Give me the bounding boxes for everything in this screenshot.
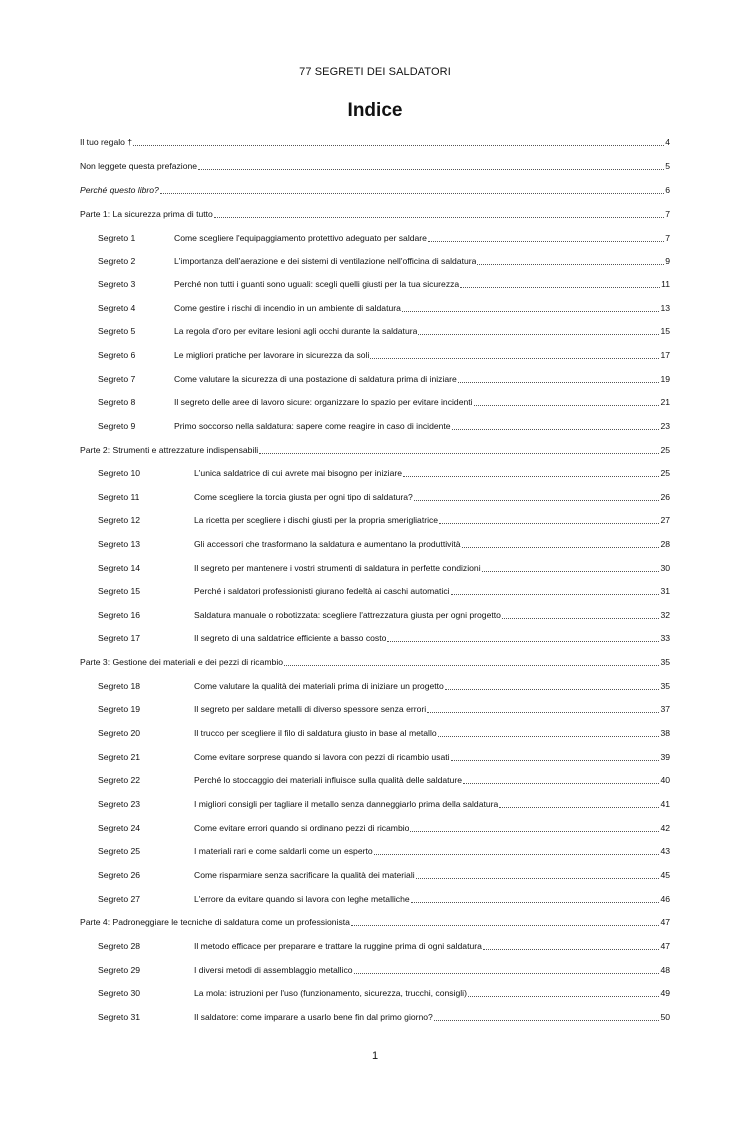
entry-page-number: 5 xyxy=(665,161,670,171)
toc-secret-entry[interactable] xyxy=(98,726,670,740)
toc-secret-entry[interactable] xyxy=(98,561,670,575)
entry-title: Parte 4: Padroneggiare le tecniche di saldatura come un professionista xyxy=(80,917,350,927)
toc-secret-entry[interactable] xyxy=(98,277,670,291)
dot-leader xyxy=(434,1019,660,1021)
entry-page-number: 13 xyxy=(660,303,670,313)
dot-leader xyxy=(403,475,659,477)
entry-page-number: 7 xyxy=(665,209,670,219)
secret-code: Segreto 1 xyxy=(98,233,136,243)
secret-code: Segreto 20 xyxy=(98,728,141,738)
entry-page-number: 48 xyxy=(660,965,670,975)
dot-leader xyxy=(468,995,659,997)
entry-page-number: 30 xyxy=(660,563,670,573)
secret-code: Segreto 13 xyxy=(98,539,141,549)
book-title: 77 SEGRETI DEI SALDATORI xyxy=(299,66,451,78)
dot-leader xyxy=(418,333,659,335)
entry-page-number: 9 xyxy=(665,256,670,266)
entry-page-number: 23 xyxy=(660,421,670,431)
entry-page-number: 50 xyxy=(660,1012,670,1022)
entry-title: Come evitare errori quando si ordinano pezzi di ricambio xyxy=(194,823,410,833)
dot-leader xyxy=(482,570,660,572)
entry-page-number: 47 xyxy=(660,941,670,951)
dot-leader xyxy=(445,688,660,690)
secret-code: Segreto 26 xyxy=(98,870,141,880)
entry-page-number: 26 xyxy=(660,492,670,502)
entry-title: La mola: istruzioni per l'uso (funzionamento, sicurezza, trucchi, consigli) xyxy=(194,988,467,998)
toc-secret-entry[interactable] xyxy=(98,892,670,906)
entry-title: Parte 2: Strumenti e attrezzature indispensabili xyxy=(80,445,259,455)
entry-title: Il segreto per mantenere i vostri strumenti di saldatura in perfette condizioni xyxy=(194,563,481,573)
dot-leader xyxy=(370,357,659,359)
entry-page-number: 35 xyxy=(660,657,670,667)
entry-title: La ricetta per scegliere i dischi giusti per la propria smerigliatrice xyxy=(194,515,439,525)
dot-leader xyxy=(427,711,659,713)
toc-secret-entry[interactable] xyxy=(98,844,670,858)
toc-part-entry[interactable] xyxy=(80,443,670,457)
secret-code: Segreto 5 xyxy=(98,326,136,336)
toc-secret-entry[interactable] xyxy=(98,773,670,787)
entry-title: L'unica saldatrice di cui avrete mai bisogno per iniziare xyxy=(194,468,402,478)
toc-secret-entry[interactable] xyxy=(98,868,670,882)
toc-part-entry[interactable] xyxy=(80,915,670,929)
entry-page-number: 46 xyxy=(660,894,670,904)
dot-leader xyxy=(474,404,660,406)
entry-title: Come valutare la sicurezza di una postazione di saldatura prima di iniziare xyxy=(174,374,457,384)
toc-secret-entry[interactable] xyxy=(98,372,670,386)
secret-code: Segreto 28 xyxy=(98,941,141,951)
dot-leader xyxy=(458,381,660,383)
entry-title: Come risparmiare senza sacrificare la qualità dei materiali xyxy=(194,870,415,880)
secret-code: Segreto 3 xyxy=(98,279,136,289)
entry-title: Perché lo stoccaggio dei materiali influisce sulla qualità delle saldature xyxy=(194,775,462,785)
secret-code: Segreto 15 xyxy=(98,586,141,596)
entry-title: Perché non tutti i guanti sono uguali: scegli quelli giusti per la tua sicurezza xyxy=(174,279,460,289)
toc-secret-entry[interactable] xyxy=(98,797,670,811)
toc-secret-entry[interactable] xyxy=(98,490,670,504)
secret-code: Segreto 27 xyxy=(98,894,141,904)
toc-secret-entry[interactable] xyxy=(98,986,670,1000)
dot-leader xyxy=(428,240,664,242)
toc-secret-entry[interactable] xyxy=(98,631,670,645)
secret-code: Segreto 12 xyxy=(98,515,141,525)
dot-leader xyxy=(483,948,660,950)
entry-page-number: 37 xyxy=(660,704,670,714)
secret-code: Segreto 11 xyxy=(98,492,140,502)
dot-leader xyxy=(198,168,664,170)
toc-secret-entry[interactable] xyxy=(98,750,670,764)
secret-code: Segreto 8 xyxy=(98,397,136,407)
entry-title: Gli accessori che trasformano la saldatura e aumentano la produttività xyxy=(194,539,461,549)
entry-page-number: 19 xyxy=(660,374,670,384)
entry-page-number: 11 xyxy=(661,279,670,289)
entry-title: Il segreto delle aree di lavoro sicure: organizzare lo spazio per evitare incidenti xyxy=(174,397,473,407)
dot-leader xyxy=(354,972,660,974)
entry-page-number: 35 xyxy=(660,681,670,691)
toc-secret-entry[interactable] xyxy=(98,537,670,551)
secret-code: Segreto 4 xyxy=(98,303,136,313)
entry-page-number: 21 xyxy=(660,397,670,407)
entry-title: La regola d'oro per evitare lesioni agli occhi durante la saldatura xyxy=(174,326,418,336)
secret-code: Segreto 31 xyxy=(98,1012,141,1022)
toc-secret-entry[interactable] xyxy=(98,679,670,693)
secret-code: Segreto 16 xyxy=(98,610,141,620)
entry-title: Il metodo efficace per preparare e trattare la ruggine prima di ogni saldatura xyxy=(194,941,482,951)
secret-code: Segreto 7 xyxy=(98,374,136,384)
toc-part-entry[interactable] xyxy=(80,655,670,669)
toc-secret-entry[interactable] xyxy=(98,939,670,953)
dot-leader xyxy=(214,216,664,218)
toc-secret-entry[interactable] xyxy=(98,513,670,527)
secret-code: Segreto 6 xyxy=(98,350,136,360)
dot-leader xyxy=(499,806,659,808)
entry-title: Saldatura manuale o robotizzata: scegliere l'attrezzatura giusta per ogni progetto xyxy=(194,610,501,620)
secret-code: Segreto 24 xyxy=(98,823,141,833)
dot-leader xyxy=(160,192,664,194)
entry-page-number: 41 xyxy=(660,799,670,809)
secret-code: Segreto 10 xyxy=(98,468,141,478)
dot-leader xyxy=(439,522,659,524)
dot-leader xyxy=(452,428,660,430)
dot-leader xyxy=(259,452,659,454)
entry-title: L'errore da evitare quando si lavora con leghe metalliche xyxy=(194,894,410,904)
entry-title: Le migliori pratiche per lavorare in sicurezza da soli xyxy=(174,350,370,360)
entry-title: Come gestire i rischi di incendio in un ambiente di saldatura xyxy=(174,303,401,313)
entry-title: Il trucco per scegliere il filo di saldatura giusto in base al metallo xyxy=(194,728,437,738)
secret-code: Segreto 29 xyxy=(98,965,141,975)
entry-page-number: 25 xyxy=(660,468,670,478)
entry-title: Primo soccorso nella saldatura: sapere come reagire in caso di incidente xyxy=(174,421,451,431)
secret-code: Segreto 2 xyxy=(98,256,136,266)
toc-part-entry[interactable] xyxy=(80,183,670,197)
entry-page-number: 6 xyxy=(665,185,670,195)
entry-title: Come scegliere la torcia giusta per ogni tipo di saldatura? xyxy=(194,492,413,502)
entry-title: I migliori consigli per tagliare il metallo senza danneggiarlo prima della saldatura xyxy=(194,799,499,809)
entry-page-number: 40 xyxy=(660,775,670,785)
toc-part-entry[interactable] xyxy=(80,159,670,173)
toc-secret-entry[interactable] xyxy=(98,466,670,480)
toc-secret-entry[interactable] xyxy=(98,963,670,977)
toc-secret-entry[interactable] xyxy=(98,324,670,338)
entry-title: Non leggete questa prefazione xyxy=(80,161,198,171)
dot-leader xyxy=(284,664,659,666)
entry-page-number: 4 xyxy=(665,137,670,147)
dot-leader xyxy=(477,263,664,265)
toc-part-entry[interactable] xyxy=(80,135,670,149)
toc-secret-entry[interactable] xyxy=(98,254,670,268)
entry-title: Come scegliere l'equipaggiamento protettivo adeguato per saldare xyxy=(174,233,427,243)
dot-leader xyxy=(451,593,660,595)
entry-title: I materiali rari e come saldarli come un esperto xyxy=(194,846,373,856)
toc-secret-entry[interactable] xyxy=(98,419,670,433)
entry-page-number: 47 xyxy=(660,917,670,927)
entry-page-number: 49 xyxy=(660,988,670,998)
toc-secret-entry[interactable] xyxy=(98,584,670,598)
dot-leader xyxy=(416,877,660,879)
toc-secret-entry[interactable] xyxy=(98,1010,670,1024)
dot-leader xyxy=(460,286,660,288)
entry-page-number: 27 xyxy=(660,515,670,525)
secret-code: Segreto 30 xyxy=(98,988,141,998)
secret-code: Segreto 14 xyxy=(98,563,141,573)
entry-page-number: 42 xyxy=(660,823,670,833)
page-number: 1 xyxy=(371,1050,379,1062)
toc-secret-entry[interactable] xyxy=(98,821,670,835)
entry-title: Come valutare la qualità dei materiali prima di iniziare un progetto xyxy=(194,681,444,691)
dot-leader xyxy=(411,901,660,903)
entry-page-number: 38 xyxy=(660,728,670,738)
dot-leader xyxy=(463,782,659,784)
secret-code: Segreto 19 xyxy=(98,704,141,714)
toc-secret-entry[interactable] xyxy=(98,702,670,716)
entry-title: Perché questo libro? xyxy=(80,185,159,195)
secret-code: Segreto 21 xyxy=(98,752,141,762)
toc-part-entry[interactable] xyxy=(80,207,670,221)
entry-page-number: 25 xyxy=(660,445,670,455)
entry-title: Parte 3: Gestione dei materiali e dei pezzi di ricambio xyxy=(80,657,284,667)
secret-code: Segreto 9 xyxy=(98,421,136,431)
secret-code: Segreto 25 xyxy=(98,846,141,856)
secret-code: Segreto 18 xyxy=(98,681,141,691)
dot-leader xyxy=(502,617,660,619)
toc-heading: Indice xyxy=(347,100,403,121)
dot-leader xyxy=(438,735,660,737)
entry-page-number: 15 xyxy=(660,326,670,336)
toc-secret-entry[interactable] xyxy=(98,608,670,622)
secret-code: Segreto 17 xyxy=(98,633,141,643)
entry-title: Come evitare sorprese quando si lavora con pezzi di ricambio usati xyxy=(194,752,450,762)
entry-title: Parte 1: La sicurezza prima di tutto xyxy=(80,209,213,219)
entry-page-number: 17 xyxy=(660,350,670,360)
entry-page-number: 7 xyxy=(665,233,670,243)
entry-page-number: 28 xyxy=(660,539,670,549)
toc-secret-entry[interactable] xyxy=(98,301,670,315)
dot-leader xyxy=(374,853,660,855)
entry-title: I diversi metodi di assemblaggio metallico xyxy=(194,965,353,975)
entry-page-number: 33 xyxy=(660,633,670,643)
dot-leader xyxy=(451,759,660,761)
entry-title: Il segreto per saldare metalli di diverso spessore senza errori xyxy=(194,704,427,714)
toc-secret-entry[interactable] xyxy=(98,395,670,409)
dot-leader xyxy=(351,924,660,926)
entry-title: Il saldatore: come imparare a usarlo bene fin dal primo giorno? xyxy=(194,1012,433,1022)
entry-page-number: 43 xyxy=(660,846,670,856)
dot-leader xyxy=(462,546,660,548)
dot-leader xyxy=(414,499,660,501)
dot-leader xyxy=(410,830,659,832)
entry-title: Il tuo regalo † xyxy=(80,137,133,147)
entry-page-number: 31 xyxy=(660,586,670,596)
entry-title: Perché i saldatori professionisti giurano fedeltà ai caschi automatici xyxy=(194,586,450,596)
entry-title: Il segreto di una saldatrice efficiente a basso costo xyxy=(194,633,387,643)
dot-leader xyxy=(402,310,660,312)
secret-code: Segreto 22 xyxy=(98,775,141,785)
secret-code: Segreto 23 xyxy=(98,799,141,809)
dot-leader xyxy=(133,144,664,146)
entry-page-number: 45 xyxy=(660,870,670,880)
entry-title: L'importanza dell'aerazione e dei sistemi di ventilazione nell'officina di saldatura xyxy=(174,256,477,266)
entry-page-number: 32 xyxy=(660,610,670,620)
toc-secret-entry[interactable] xyxy=(98,231,670,245)
entry-page-number: 39 xyxy=(660,752,670,762)
toc-secret-entry[interactable] xyxy=(98,348,670,362)
dot-leader xyxy=(387,640,659,642)
